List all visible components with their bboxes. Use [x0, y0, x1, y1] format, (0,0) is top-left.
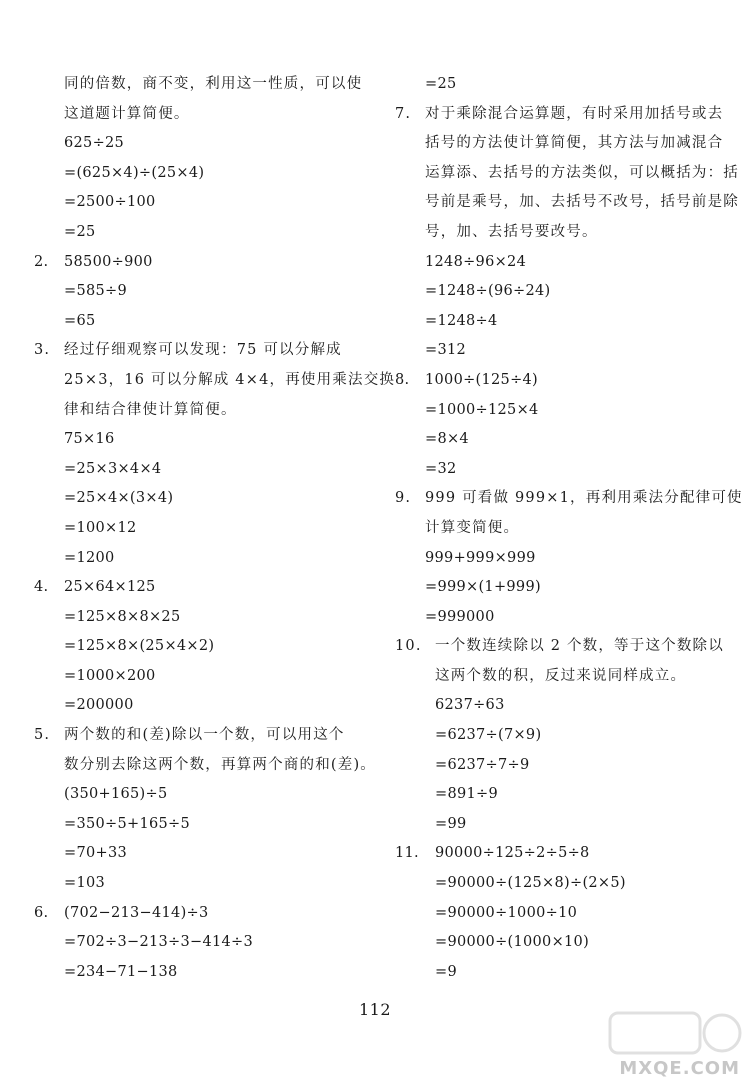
right-column	[395, 70, 743, 987]
line-text: =8×4	[425, 431, 469, 448]
line-text: =1000÷125×4	[425, 401, 539, 418]
problem-number: 10.	[395, 638, 422, 655]
math-step-line	[395, 248, 725, 278]
explanation-line	[395, 218, 725, 248]
line-text: =90000÷1000÷10	[435, 904, 578, 921]
line-text: 6237÷63	[435, 697, 505, 714]
math-step-line	[34, 839, 374, 869]
math-step-line	[34, 928, 374, 958]
line-text: =891÷9	[435, 786, 499, 803]
explanation-line	[34, 100, 374, 130]
line-text: 数分别去除这两个数，再算两个商的和(差)。	[64, 756, 377, 773]
line-text: =999000	[425, 608, 495, 625]
math-step-line	[395, 691, 725, 721]
math-step-line	[395, 810, 725, 840]
line-text: =312	[425, 342, 467, 359]
page-number: 112	[358, 1000, 392, 1019]
line-text: 625÷25	[64, 135, 125, 152]
math-step-line	[34, 218, 374, 248]
line-text: (350+165)÷5	[64, 786, 168, 803]
line-text: =(625×4)÷(25×4)	[64, 164, 205, 181]
left-column	[34, 70, 396, 987]
line-text: =999×(1+999)	[425, 579, 541, 596]
math-step-line	[395, 780, 725, 810]
line-text: =70+33	[64, 845, 128, 862]
line-text: =25	[64, 223, 96, 240]
problem-number: 8.	[395, 371, 410, 388]
line-text: 一个数连续除以 2 个数，等于这个数除以	[435, 638, 724, 655]
line-text: 两个数的和(差)除以一个数，可以用这个	[64, 727, 345, 744]
problem-start-line	[395, 366, 725, 396]
math-step-line	[395, 899, 725, 929]
math-step-line	[34, 455, 374, 485]
line-text: 运算添、去括号的方法类似，可以概括为：括	[425, 164, 739, 181]
math-step-line	[34, 632, 374, 662]
problem-number: 4.	[34, 579, 49, 596]
math-step-line	[395, 751, 725, 781]
problem-start-line	[34, 899, 374, 929]
explanation-line	[34, 751, 377, 781]
math-step-line	[395, 336, 725, 366]
line-text: =25×4×(3×4)	[64, 490, 174, 507]
line-text: 计算变简便。	[425, 519, 520, 536]
math-step-line	[34, 780, 374, 810]
problem-number: 11.	[395, 845, 419, 862]
math-step-line	[395, 928, 725, 958]
line-text: =234−71−138	[64, 963, 178, 980]
explanation-line	[395, 188, 739, 218]
problem-start-line	[34, 336, 374, 366]
line-text: =90000÷(1000×10)	[435, 934, 590, 951]
math-step-line	[34, 307, 374, 337]
math-step-line	[34, 188, 374, 218]
line-text: =25×3×4×4	[64, 460, 162, 477]
problem-start-line	[395, 632, 725, 662]
math-step-line	[34, 869, 374, 899]
line-text: 999+999×999	[425, 549, 536, 566]
problem-number: 5.	[34, 727, 51, 744]
line-text: =32	[425, 460, 457, 477]
line-text: 这道题计算简便。	[64, 105, 190, 122]
line-text: =1248÷(96÷24)	[425, 283, 551, 300]
line-text: =65	[64, 312, 96, 329]
line-text: =350÷5+165÷5	[64, 815, 191, 832]
problem-start-line	[395, 100, 725, 130]
problem-number: 9.	[395, 490, 412, 507]
explanation-line	[395, 159, 739, 189]
line-text: 75×16	[64, 431, 115, 448]
explanation-line	[395, 662, 725, 692]
line-text: 58500÷900	[64, 253, 153, 270]
math-step-line	[395, 721, 725, 751]
line-text: =2500÷100	[64, 194, 156, 211]
line-text: 对于乘除混合运算题，有时采用加括号或去	[425, 105, 724, 122]
line-text: 1000÷(125÷4)	[425, 371, 539, 388]
line-text: =1248÷4	[425, 312, 498, 329]
line-text: (702−213−414)÷3	[64, 904, 209, 921]
line-text: 999 可看做 999×1，再利用乘法分配律可使	[425, 490, 743, 507]
explanation-line	[34, 366, 396, 396]
line-text: 号前是乘号，加、去括号不改号，括号前是除	[425, 194, 739, 211]
math-step-line	[395, 455, 725, 485]
math-step-line	[34, 662, 374, 692]
line-text: =1000×200	[64, 667, 156, 684]
math-step-line	[34, 129, 374, 159]
line-text: =25	[425, 76, 457, 92]
math-step-line	[34, 691, 374, 721]
problem-number: 3.	[34, 342, 51, 359]
explanation-line	[395, 129, 725, 159]
math-step-line	[395, 396, 725, 426]
math-step-line	[395, 603, 725, 633]
math-step-line	[34, 425, 374, 455]
line-text: 90000÷125÷2÷5÷8	[435, 845, 590, 862]
math-step-line	[34, 159, 374, 189]
explanation-line	[395, 514, 725, 544]
math-step-line	[395, 70, 725, 100]
math-step-line	[395, 869, 725, 899]
line-text: =200000	[64, 697, 134, 714]
line-text: 律和结合律使计算简便。	[64, 401, 237, 418]
math-step-line	[395, 277, 725, 307]
watermark-url: MXQE.COM	[619, 1058, 740, 1079]
math-step-line	[34, 514, 374, 544]
problem-start-line	[34, 248, 374, 278]
line-text: =125×8×(25×4×2)	[64, 638, 215, 655]
line-text: =9	[435, 963, 457, 980]
line-text: 括号的方法使计算简便，其方法与加减混合	[425, 135, 724, 152]
line-text: =99	[435, 815, 467, 832]
problem-start-line	[395, 839, 725, 869]
problem-number: 6.	[34, 904, 49, 921]
line-text: =1200	[64, 549, 115, 566]
math-step-line	[395, 958, 725, 988]
line-text: =702÷3−213÷3−414÷3	[64, 934, 254, 951]
line-text: =585÷9	[64, 283, 128, 300]
problem-start-line	[395, 484, 743, 514]
line-text: 25×64×125	[64, 579, 156, 596]
math-step-line	[395, 425, 725, 455]
math-step-line	[34, 484, 374, 514]
line-text: =125×8×8×25	[64, 608, 181, 625]
line-text: =6237÷7÷9	[435, 756, 530, 773]
explanation-line	[34, 70, 374, 100]
math-step-line	[395, 307, 725, 337]
line-text: =6237÷(7×9)	[435, 727, 542, 744]
line-text: 这两个数的积，反过来说同样成立。	[435, 667, 687, 684]
line-text: 经过仔细观察可以发现：75 可以分解成	[64, 342, 342, 359]
explanation-line	[34, 396, 374, 426]
line-text: 号，加、去括号要改号。	[425, 223, 598, 240]
math-step-line	[34, 810, 374, 840]
math-step-line	[34, 603, 374, 633]
line-text: =100×12	[64, 519, 137, 536]
math-step-line	[395, 544, 725, 574]
problem-start-line	[34, 721, 374, 751]
problem-start-line	[34, 573, 374, 603]
problem-number: 7.	[395, 105, 412, 122]
line-text: =103	[64, 875, 106, 892]
math-step-line	[34, 544, 374, 574]
line-text: 同的倍数，商不变，利用这一性质，可以使	[64, 76, 363, 92]
line-text: 1248÷96×24	[425, 253, 527, 270]
math-step-line	[34, 958, 374, 988]
line-text: =90000÷(125×8)÷(2×5)	[435, 875, 626, 892]
line-text: 25×3，16 可以分解成 4×4，再使用乘法交换	[64, 371, 396, 388]
problem-number: 2.	[34, 253, 49, 270]
math-step-line	[34, 277, 374, 307]
math-step-line	[395, 573, 725, 603]
